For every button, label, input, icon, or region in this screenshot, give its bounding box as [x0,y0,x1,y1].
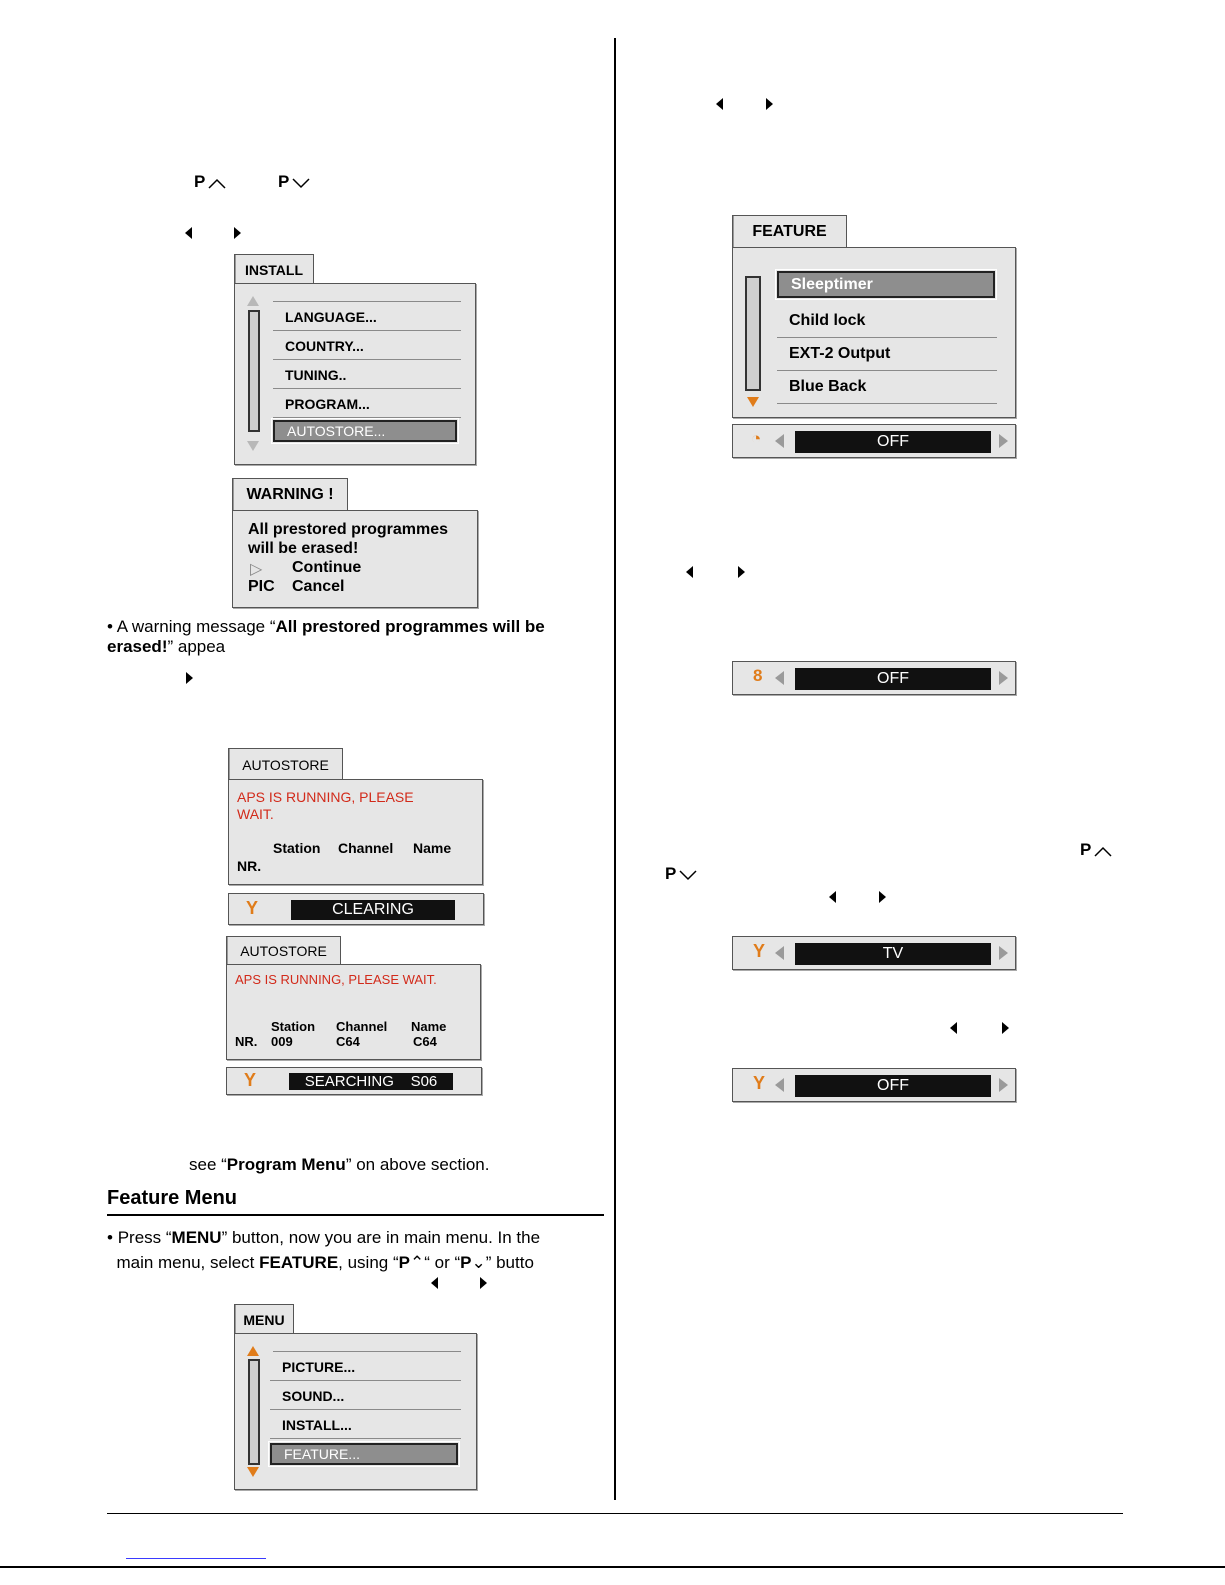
left-arrow-icon [431,1277,438,1289]
ext2-output-value: TV [795,943,991,965]
main-menu-tab: MENU [234,1304,294,1334]
sleeptimer-value: OFF [795,431,991,453]
col-station: Station [271,1019,316,1034]
channel-value: C64 [336,1034,360,1049]
cancel-option[interactable]: Cancel [292,578,345,595]
left-arrow-icon[interactable] [775,1078,784,1092]
scroll-down-icon [747,397,759,407]
right-arrow-icon [766,98,773,110]
install-menu-panel [234,283,476,465]
right-arrow-icon[interactable] [999,434,1008,448]
p-up-key: P [194,172,226,192]
right-arrow-icon [234,227,241,239]
child-lock-bar [732,661,1016,695]
feature-instructions: • Press “MENU” button, now you are in main menu. In the main menu, select FEATURE, using “P⌃“ or “P⌄” butto [107,1228,541,1272]
right-arrow-icon[interactable] [999,946,1008,960]
aps-status: APS IS RUNNING, PLEASE WAIT. [237,789,414,822]
menu-item-program[interactable]: PROGRAM... [273,390,461,418]
scroll-down-icon [247,441,259,451]
feature-menu-tab: FEATURE [732,215,847,248]
child-lock-value: OFF [795,668,991,690]
feature-menu-panel [732,247,1016,418]
p-up-key: P [1080,840,1112,860]
p-down-key: P [665,864,697,884]
right-arrow-icon[interactable] [999,1078,1008,1092]
heading-underline [107,1214,604,1216]
menu-item-country[interactable]: COUNTRY... [273,332,461,360]
nr-label: NR. [237,858,262,874]
col-name: Name [413,840,452,856]
feature-menu-heading: Feature Menu [107,1187,238,1209]
continue-option[interactable]: Continue [292,559,362,576]
left-arrow-icon [829,891,836,903]
timer-icon: ◔ [751,429,762,448]
sleeptimer-bar [732,424,1016,458]
ext2-output-bar [732,936,1016,970]
scroll-up-icon [247,1346,259,1356]
wrench-icon: Y [246,898,259,918]
p-down-key: P [278,172,310,192]
page-bottom-edge [0,1566,1225,1568]
menu-item-language[interactable]: LANGUAGE... [273,303,461,331]
searching-value: SEARCHING S06 [289,1073,453,1090]
col-channel: Channel [338,840,394,856]
left-arrow-icon[interactable] [775,946,784,960]
left-arrow-icon[interactable] [775,671,784,685]
menu-item-tuning[interactable]: TUNING.. [273,361,461,389]
autostore-panel [226,964,481,1060]
warning-panel [232,510,478,608]
station-value: 009 [271,1034,293,1049]
left-arrow-icon [716,98,723,110]
left-arrow-icon[interactable] [775,434,784,448]
scrollbar[interactable] [248,310,260,432]
wrench-icon: Y [753,1073,766,1093]
blue-back-bar [732,1068,1016,1102]
column-divider [614,38,616,1500]
autostore-panel [228,779,483,885]
wrench-icon: Y [244,1070,257,1090]
see-program-menu-text: see “Program Menu” on above section. [189,1155,490,1174]
warning-description: • A warning message “All prestored programmes will be erased!” appea [107,617,545,656]
autostore-tab: AUTOSTORE [228,748,343,780]
nr-label: NR. [235,1034,258,1049]
scroll-down-icon [247,1467,259,1477]
searching-bar [226,1067,482,1095]
menu-item-picture[interactable]: PICTURE... [270,1353,461,1381]
menu-item-ext2-output[interactable]: EXT-2 Output [777,339,997,371]
col-station: Station [273,840,321,856]
name-value: C64 [413,1034,437,1049]
autostore-tab: AUTOSTORE [226,936,341,965]
left-arrow-icon [686,566,693,578]
continue-play-icon: ▷ [250,561,263,578]
right-arrow-icon [1002,1022,1009,1034]
clearing-bar [228,893,484,925]
right-arrow-icon[interactable] [999,671,1008,685]
left-arrow-icon [185,227,192,239]
warning-tab: WARNING ! [232,478,348,511]
left-arrow-icon [950,1022,957,1034]
lock-icon: 8 [753,666,763,685]
menu-item-sound[interactable]: SOUND... [270,1382,461,1410]
main-menu-panel [234,1333,477,1490]
warning-line-2: will be erased! [248,540,359,557]
warning-line-1: All prestored programmes [248,521,449,538]
cancel-key: PIC [248,578,275,595]
right-arrow-icon [738,566,745,578]
clearing-value: CLEARING [291,900,455,920]
menu-item-feature[interactable]: FEATURE... [270,1443,458,1465]
scrollbar[interactable] [745,276,761,391]
footer-rule [107,1513,1123,1514]
menu-item-install[interactable]: INSTALL... [270,1411,461,1439]
menu-item-child-lock[interactable]: Child lock [777,306,997,338]
blue-back-value: OFF [795,1075,991,1097]
col-name: Name [411,1019,447,1034]
footer-link-underline [126,1558,266,1559]
install-menu-tab: INSTALL [234,254,314,284]
scrollbar[interactable] [248,1359,260,1465]
menu-item-blue-back[interactable]: Blue Back [777,372,997,404]
menu-item-autostore[interactable]: AUTOSTORE... [273,420,457,442]
right-arrow-icon [879,891,886,903]
col-channel: Channel [336,1019,388,1034]
aps-status: APS IS RUNNING, PLEASE WAIT. [235,972,437,987]
right-arrow-icon [480,1277,487,1289]
menu-item-sleeptimer[interactable]: Sleeptimer [777,271,995,298]
wrench-icon: Y [753,941,766,961]
scroll-up-icon [247,296,259,306]
right-arrow-icon [186,672,193,684]
